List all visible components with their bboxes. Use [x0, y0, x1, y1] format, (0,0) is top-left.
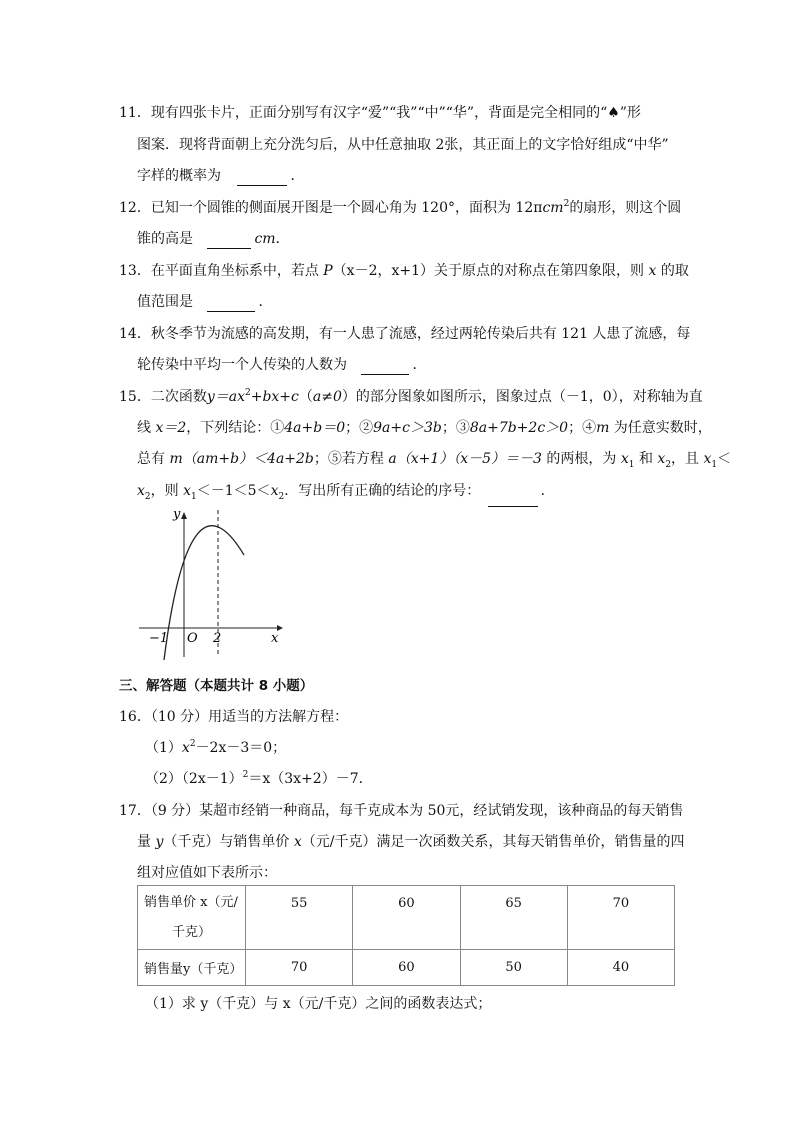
q15-l4h: 2	[278, 491, 285, 502]
q16-p1-sup: 2	[189, 739, 196, 749]
table-cell: 65	[460, 886, 567, 950]
origin-label: O	[187, 631, 198, 646]
q14-line2	[137, 355, 426, 375]
q16-p2-sup: 2	[242, 770, 249, 780]
q15-answer-blank[interactable]	[488, 490, 538, 507]
q11-answer-blank[interactable]	[237, 169, 287, 186]
q15-l2b: x＝2	[155, 420, 187, 436]
q17-line1: 17．（9 分）某超市经销一种商品，每千克成本为 50元，经试销发现，该种商品的每天销售	[119, 803, 684, 819]
table-cell: 60	[353, 950, 460, 986]
q15-l2g: ；③	[441, 420, 470, 436]
q12-answer-blank[interactable]	[207, 232, 251, 249]
q16-part1	[145, 738, 286, 758]
q12-line1	[119, 198, 681, 218]
q15-line2	[137, 418, 712, 438]
q17-sub1: （1）求 y（千克）与 x（元/千克）之间的函数表达式；	[145, 996, 492, 1012]
q15-l2d: 4a+b＝0	[284, 420, 346, 436]
q12-text-2a: 锥的高是	[137, 231, 193, 247]
q15-t6: ）的部分图象如图所示，图象过点（－1，0），对称轴为直	[341, 389, 703, 405]
q16-title: 16．（10 分）用适当的方法解方程：	[119, 709, 349, 725]
q11-line3	[137, 166, 304, 186]
q15-l3g: 1	[628, 459, 635, 470]
q13-text-a: 13．在平面直角坐标系中，若点	[119, 263, 324, 279]
q15-l4e: 1	[191, 491, 197, 502]
q15-l2k: 为任意实数时，	[609, 420, 712, 436]
q13-line1	[119, 261, 689, 281]
q15-l2i: ；④	[568, 420, 597, 436]
parabola-graph	[134, 505, 284, 665]
q17-l2c: （元/千克）满足一次函数关系，其每天销售单价，销售量的四	[301, 834, 685, 850]
q16-p2-b: ＝x（3x+2）－7．	[248, 771, 373, 787]
q15-l4a: x	[137, 483, 145, 499]
q13-text-2a: 值范围是	[137, 294, 193, 310]
q15-l2f: 9a+c＞3b	[373, 420, 442, 436]
q15-l3f: x	[620, 451, 629, 467]
table-cell: 40	[567, 950, 674, 986]
q11-text: 字样的概率为	[137, 168, 221, 184]
q15-l3n: ＜	[717, 451, 732, 467]
q15-period: ．	[540, 483, 555, 499]
q15-l4i: ．写出所有正确的结论的序号：	[284, 483, 481, 499]
x-axis-label: x	[271, 631, 279, 646]
q16-p1-rest: －2x－3＝0；	[195, 740, 287, 756]
parabola-curve	[164, 526, 244, 660]
q14-period: ．	[412, 357, 427, 373]
q11-period: ．	[290, 168, 305, 184]
q15-line3	[137, 449, 731, 475]
q15-l3d: a（x+1）（x－5）＝－3	[388, 451, 542, 467]
q13-text-c: 的取	[656, 263, 689, 279]
q15-sup: 2	[244, 388, 251, 398]
q15-line4	[137, 481, 555, 507]
q15-l4f: ＜－1＜5＜	[196, 483, 271, 499]
table-cell: 55	[246, 886, 353, 950]
q13-line2	[137, 292, 272, 312]
q13-answer-blank[interactable]	[207, 295, 255, 312]
q12-sup: 2	[563, 199, 570, 209]
q15-t5: a≠0	[312, 389, 342, 405]
table-cell: 60	[353, 886, 460, 950]
table-cell: 70	[567, 886, 674, 950]
q12-unit: cm	[542, 200, 564, 216]
q15-line1	[119, 387, 703, 407]
q15-l4g: x	[270, 483, 279, 499]
q15-l3h: 和	[634, 451, 658, 467]
q15-l4b: 2	[144, 491, 151, 502]
q15-l3e: 的两根，为	[541, 451, 621, 467]
q15-t2: y＝ax	[206, 389, 245, 405]
q11-line1: 11．现有四张卡片，正面分别写有汉字“爱”“我”“中”“华”，背面是完全相同的“♠”形	[119, 105, 641, 121]
q16-p1-num: （1）	[145, 740, 182, 756]
q12-text-a: 12．已知一个圆锥的侧面展开图是一个圆心角为 120°，面积为 12π	[119, 200, 543, 216]
q14-answer-blank[interactable]	[361, 358, 409, 375]
q15-l2a: 线	[137, 420, 156, 436]
q13-var: x	[648, 263, 657, 279]
table-header-sales: 销售量y（千克）	[138, 950, 246, 986]
q14-line1: 14．秋冬季节为流感的高发期，有一人患了流感，经过两轮传染后共有 121 人患了流感，每	[119, 326, 691, 342]
y-axis-arrow	[181, 512, 187, 519]
header-price-b: 千克）	[172, 924, 212, 940]
q15-l3l: x	[703, 451, 712, 467]
q17-l2y: y	[155, 834, 164, 850]
q13-point: P	[323, 263, 333, 279]
q17-l2b: （千克）与销售单价	[163, 834, 294, 850]
header-price-a: 销售单价 x（元/	[144, 894, 238, 910]
q15-l3b: m（am+b）＜4a+2b	[169, 451, 314, 467]
q15-t1: 15．二次函数	[119, 389, 207, 405]
q12-period: ．	[275, 231, 290, 247]
section3-title: 三、解答题（本题共计 8 小题）	[119, 678, 314, 694]
q17-line2	[137, 832, 684, 852]
q15-l2h: 8a+7b+2c＞0	[469, 420, 569, 436]
q17-line3: 组对应值如下表所示：	[137, 865, 277, 881]
q12-line2	[137, 229, 290, 249]
q15-l3a: 总有	[137, 451, 170, 467]
q15-l2c: ，下列结论：①	[186, 420, 285, 436]
q17-l2a: 量	[137, 834, 156, 850]
table-row	[138, 950, 675, 986]
two-label: 2	[213, 631, 222, 646]
q15-l3i: x	[657, 451, 666, 467]
q15-l4d: x	[183, 483, 191, 499]
q16-part2	[145, 769, 373, 789]
q15-l2e: ；②	[345, 420, 374, 436]
q13-period: ．	[258, 294, 273, 310]
q11-line2: 图案．现将背面朝上充分洗匀后，从中任意抽取 2张，其正面上的文字恰好组成“中华”	[137, 137, 669, 153]
q12-unit2: cm	[254, 231, 276, 247]
q15-l3m: 1	[711, 459, 718, 470]
q15-l3j: 2	[665, 459, 672, 470]
table-cell: 70	[246, 950, 353, 986]
table-row	[138, 886, 675, 950]
q15-l3k: ，且	[671, 451, 704, 467]
table-cell: 50	[460, 950, 567, 986]
q15-l4c: ，则	[150, 483, 184, 499]
q16-p1-x: x	[181, 740, 190, 756]
q14-text: 轮传染中平均一个人传染的人数为	[137, 357, 347, 373]
price-sales-table	[137, 885, 675, 986]
q16-p2-a: （2）（2x－1）	[145, 771, 243, 787]
q12-text-c: 的扇形，则这个圆	[569, 200, 682, 216]
y-axis-label: y	[173, 507, 181, 522]
q17-l2x: x	[293, 834, 302, 850]
q15-t3: +bx+c	[250, 389, 299, 405]
q13-text-b: （x－2，x+1）关于原点的对称点在第四象限，则	[332, 263, 649, 279]
q15-t4: （	[298, 389, 313, 405]
q15-l3c: ；⑤若方程	[313, 451, 389, 467]
neg-one-label: −1	[149, 631, 169, 646]
table-header-price	[138, 886, 246, 950]
q15-l2j: m	[596, 420, 610, 436]
